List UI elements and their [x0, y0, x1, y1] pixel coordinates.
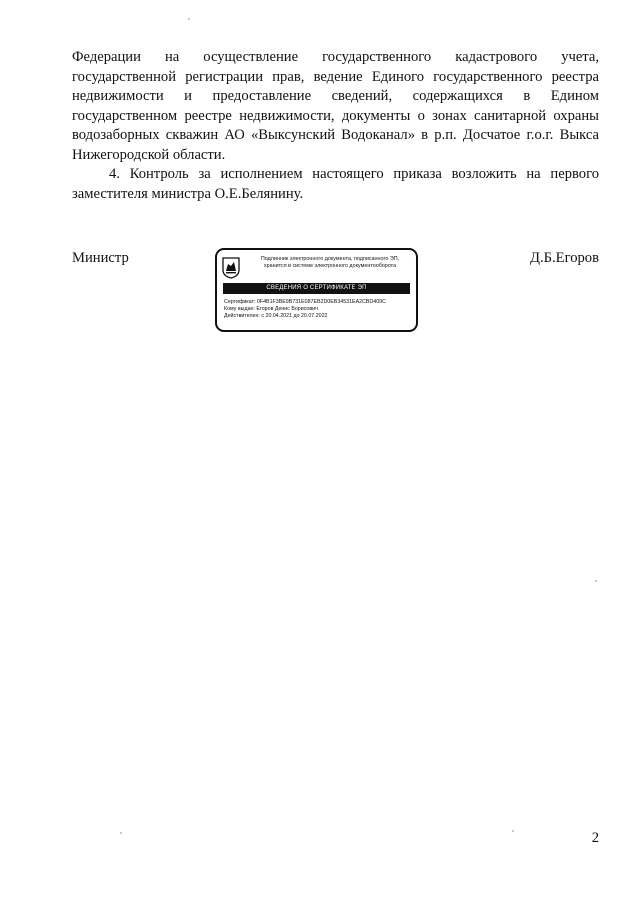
stamp-validity: Действителен: с 20.04.2021 до 20.07.2022 [224, 313, 328, 320]
paragraph-item-4: 4. Контроль за исполнением настоящего приказа возложить на первого заместителя министра О.Е.Белянину. [72, 166, 599, 202]
electronic-signature-stamp [215, 248, 418, 332]
scan-speck [120, 832, 122, 834]
stamp-certificate: Сертификат: 0F4B1F3BE9B731E087EB2D0EB34531EA2CBD409C [224, 299, 386, 305]
stamp-header-line-1: Подлинник электронного документа, подписанного ЭП, [260, 256, 400, 262]
signer-position: Министр [72, 250, 129, 266]
stamp-header [246, 256, 414, 270]
document-body [72, 48, 599, 204]
coat-of-arms-icon [222, 257, 240, 279]
page-number: 2 [591, 830, 599, 846]
stamp-issued-to: Кому выдан: Егоров Денис Борисович [224, 306, 318, 313]
scan-speck [188, 18, 190, 20]
scan-speck [512, 830, 514, 832]
signature-block [72, 248, 599, 338]
stamp-banner: СВЕДЕНИЯ О СЕРТИФИКАТЕ ЭП [223, 283, 410, 294]
stamp-details [224, 299, 414, 321]
scan-speck [595, 580, 597, 582]
stamp-header-line-2: хранится в системе электронного документооборота [263, 263, 397, 269]
paragraph-continuation: Федерации на осуществление государственного кадастрового учета, государственной регистрации прав, ведение Единого государственного реестра недвижимости и предоставление сведений, содержащихся в Едином государственном реестре недвижимости, документы о зонах санитарной охраны водозаборных скважин АО «Выксунский Водоканал» в р.п. Досчатое г.о.г. Выкса Нижегородской области. [72, 49, 599, 163]
signer-name: Д.Б.Егоров [530, 250, 599, 266]
